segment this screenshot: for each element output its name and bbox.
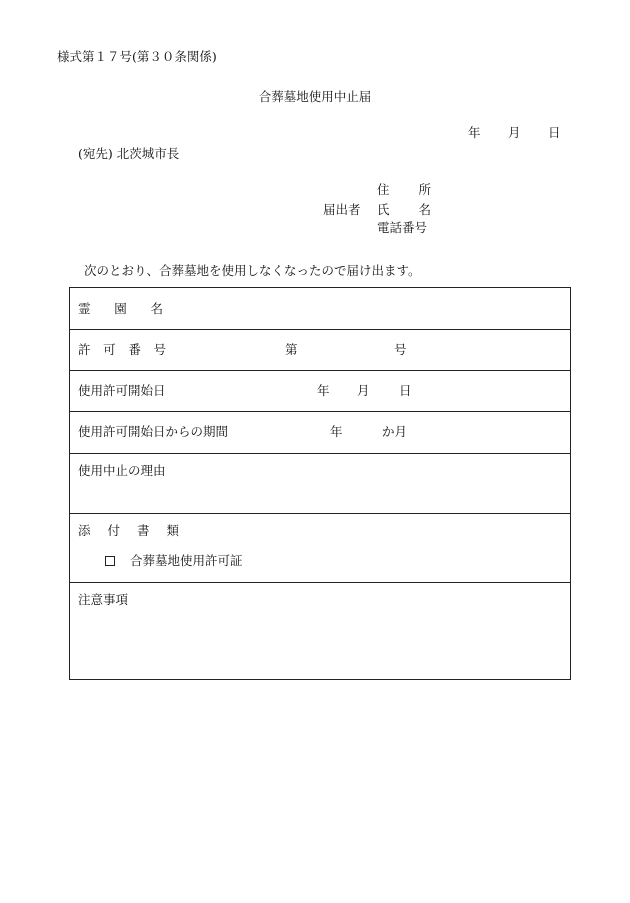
row-attachments (70, 514, 570, 583)
permit-number-label (78, 344, 166, 357)
row-permit-start-date[interactable] (70, 371, 570, 412)
row-usage-period[interactable] (70, 412, 570, 454)
start-year-label: 年 (317, 383, 330, 398)
form-number: 様式第１７号(第３０条関係) (57, 49, 217, 64)
label-char: 番 (128, 342, 141, 357)
form-table (69, 287, 571, 680)
addressee: (宛先) 北茨城市長 (78, 146, 180, 161)
notes-label: 注意事項 (78, 592, 129, 607)
row-discontinuation-reason[interactable] (70, 454, 570, 514)
label-char: 号 (153, 342, 166, 357)
permit-number-suffix: 号 (394, 342, 407, 357)
address-char: 所 (418, 182, 431, 197)
applicant-name-label (377, 204, 431, 217)
statement-text: 次のとおり、合葬墓地を使用しなくなったので届け出ます。 (84, 263, 421, 278)
attachments-label (78, 525, 179, 538)
label-char: 名 (150, 301, 163, 316)
name-char: 氏 (377, 202, 390, 217)
attachment-item (105, 555, 243, 568)
row-cemetery-name[interactable] (70, 288, 570, 330)
applicant-label: 届出者 (323, 202, 361, 217)
start-day-label: 日 (399, 383, 412, 398)
permit-number-prefix: 第 (285, 342, 298, 357)
date-year-label: 年 (468, 125, 481, 140)
label-char: 霊 (78, 301, 91, 316)
applicant-address-label (377, 184, 431, 197)
period-year-label: 年 (330, 424, 343, 439)
label-char: 添 (78, 523, 91, 538)
start-month-label: 月 (357, 383, 370, 398)
attachment-item-label: 合葬墓地使用許可証 (130, 553, 243, 568)
permit-start-date-label: 使用許可開始日 (78, 383, 166, 398)
label-char: 類 (166, 523, 179, 538)
cemetery-name-label (78, 303, 163, 316)
label-char: 園 (114, 301, 127, 316)
row-notes[interactable] (70, 583, 570, 679)
label-char: 可 (103, 342, 116, 357)
name-char: 名 (418, 202, 431, 217)
label-char: 許 (78, 342, 91, 357)
row-permit-number[interactable] (70, 330, 570, 371)
address-char: 住 (377, 182, 390, 197)
date-month-label: 月 (508, 125, 521, 140)
usage-period-label: 使用許可開始日からの期間 (78, 424, 229, 439)
document-title: 合葬墓地使用中止届 (258, 89, 372, 104)
period-months-label: か月 (382, 424, 408, 439)
applicant-phone-label: 電話番号 (377, 220, 428, 235)
label-char: 付 (107, 523, 120, 538)
date-day-label: 日 (548, 125, 561, 140)
label-char: 書 (136, 523, 150, 538)
discontinuation-reason-label: 使用中止の理由 (78, 463, 166, 478)
attachment-checkbox[interactable] (105, 556, 115, 566)
